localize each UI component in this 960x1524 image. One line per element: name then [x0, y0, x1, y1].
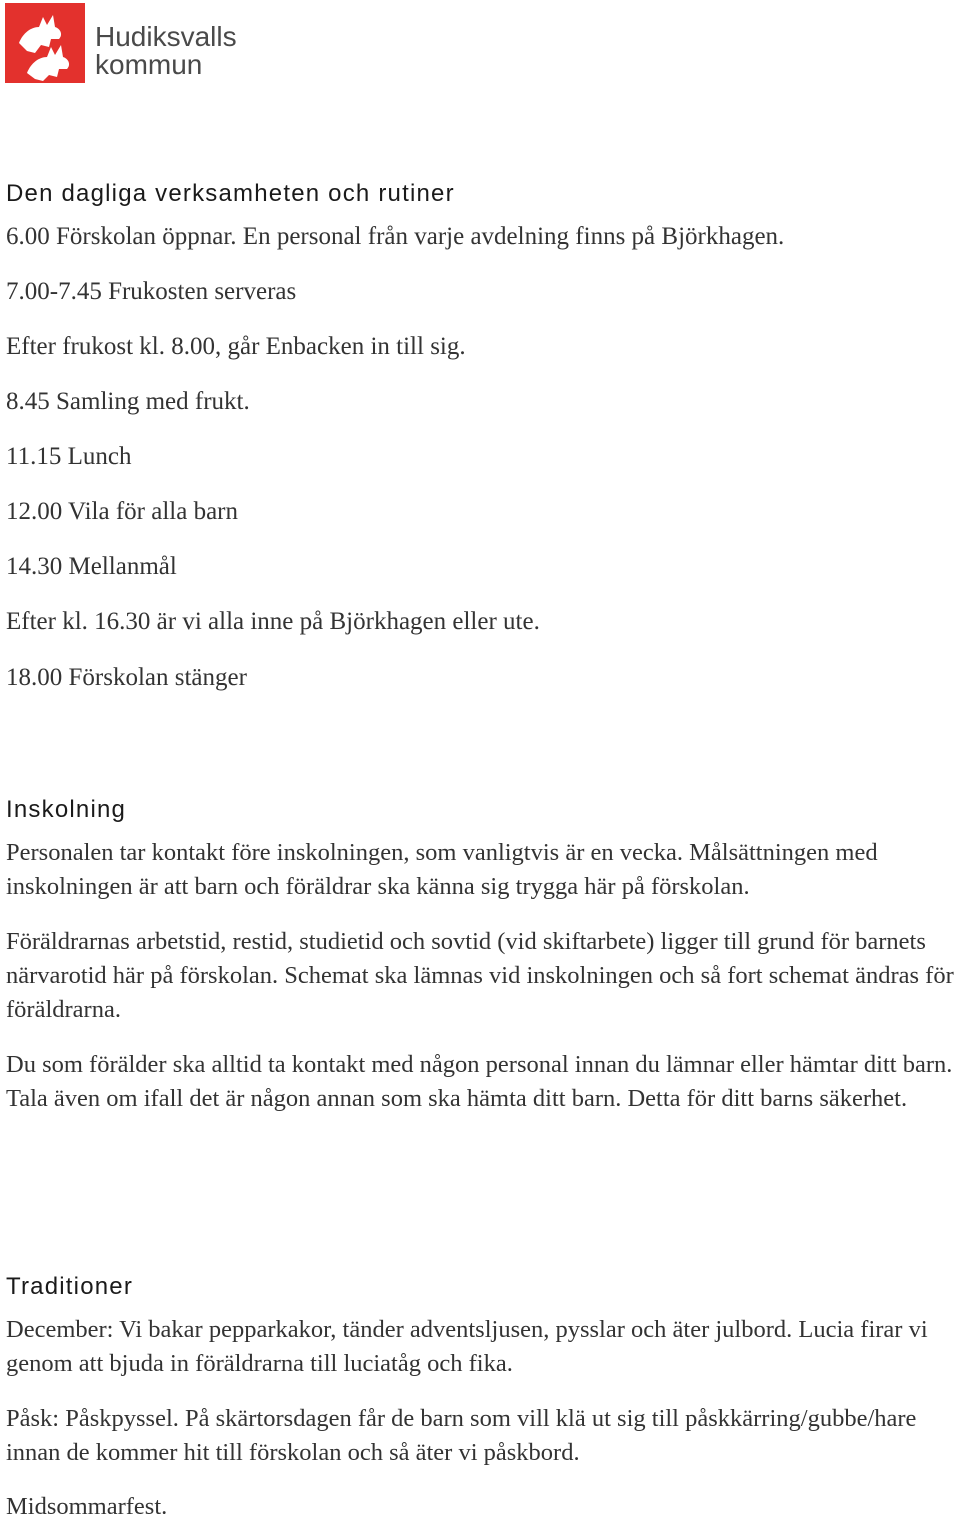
municipality-logo: [5, 3, 265, 85]
inskolning-paragraph: Du som förälder ska alltid ta kontakt med någon personal innan du lämnar eller hämtar ditt barn. Tala även om ifall det är någon annan som ska hämta ditt barn. Detta för ditt barns säkerhet.: [6, 1051, 953, 1112]
municipality-name: [95, 23, 237, 79]
logo-name-line2: kommun: [95, 49, 203, 80]
traditioner-paragraph: Påsk: Påskpyssel. På skärtorsdagen får de barn som vill klä ut sig till påskkärring/gubbe/hare innan de kommer hit till förskolan och så äter vi påskbord.: [6, 1405, 917, 1466]
goat-emblem-icon: [5, 3, 85, 83]
traditioner-paragraph: December: Vi bakar pepparkakor, tänder adventsljusen, pysslar och äter julbord. Lucia firar vi genom att bjuda in föräldrarna till luciatåg och fika.: [6, 1316, 928, 1377]
inskolning-heading: Inskolning: [6, 796, 127, 823]
schedule-item: 14.30 Mellanmål: [6, 553, 177, 580]
schedule-item: Efter frukost kl. 8.00, går Enbacken in till sig.: [6, 333, 466, 360]
schedule-item: Efter kl. 16.30 är vi alla inne på Björkhagen eller ute.: [6, 608, 540, 635]
schedule-item: 12.00 Vila för alla barn: [6, 498, 238, 525]
schedule-item: 11.15 Lunch: [6, 443, 132, 470]
inskolning-paragraph: Föräldrarnas arbetstid, restid, studietid och sovtid (vid skiftarbete) ligger till grund för barnets närvarotid här på förskolan. Schemat ska lämnas vid inskolningen och så fort schemat ändras för föräldrarna.: [6, 928, 954, 1023]
schedule-item: 7.00-7.45 Frukosten serveras: [6, 278, 297, 305]
schedule-item: 18.00 Förskolan stänger: [6, 664, 247, 691]
schedule-item: 6.00 Förskolan öppnar. En personal från varje avdelning finns på Björkhagen.: [6, 223, 785, 250]
logo-name-line1: Hudiksvalls: [95, 21, 237, 52]
schedule-heading: Den dagliga verksamheten och rutiner: [6, 180, 455, 207]
traditioner-paragraph: Midsommarfest.: [6, 1493, 168, 1520]
schedule-item: 8.45 Samling med frukt.: [6, 388, 250, 415]
traditioner-heading: Traditioner: [6, 1273, 134, 1300]
inskolning-paragraph: Personalen tar kontakt före inskolningen, som vanligtvis är en vecka. Målsättningen med inskolningen är att barn och föräldrar ska känna sig trygga här på förskolan.: [6, 839, 878, 900]
